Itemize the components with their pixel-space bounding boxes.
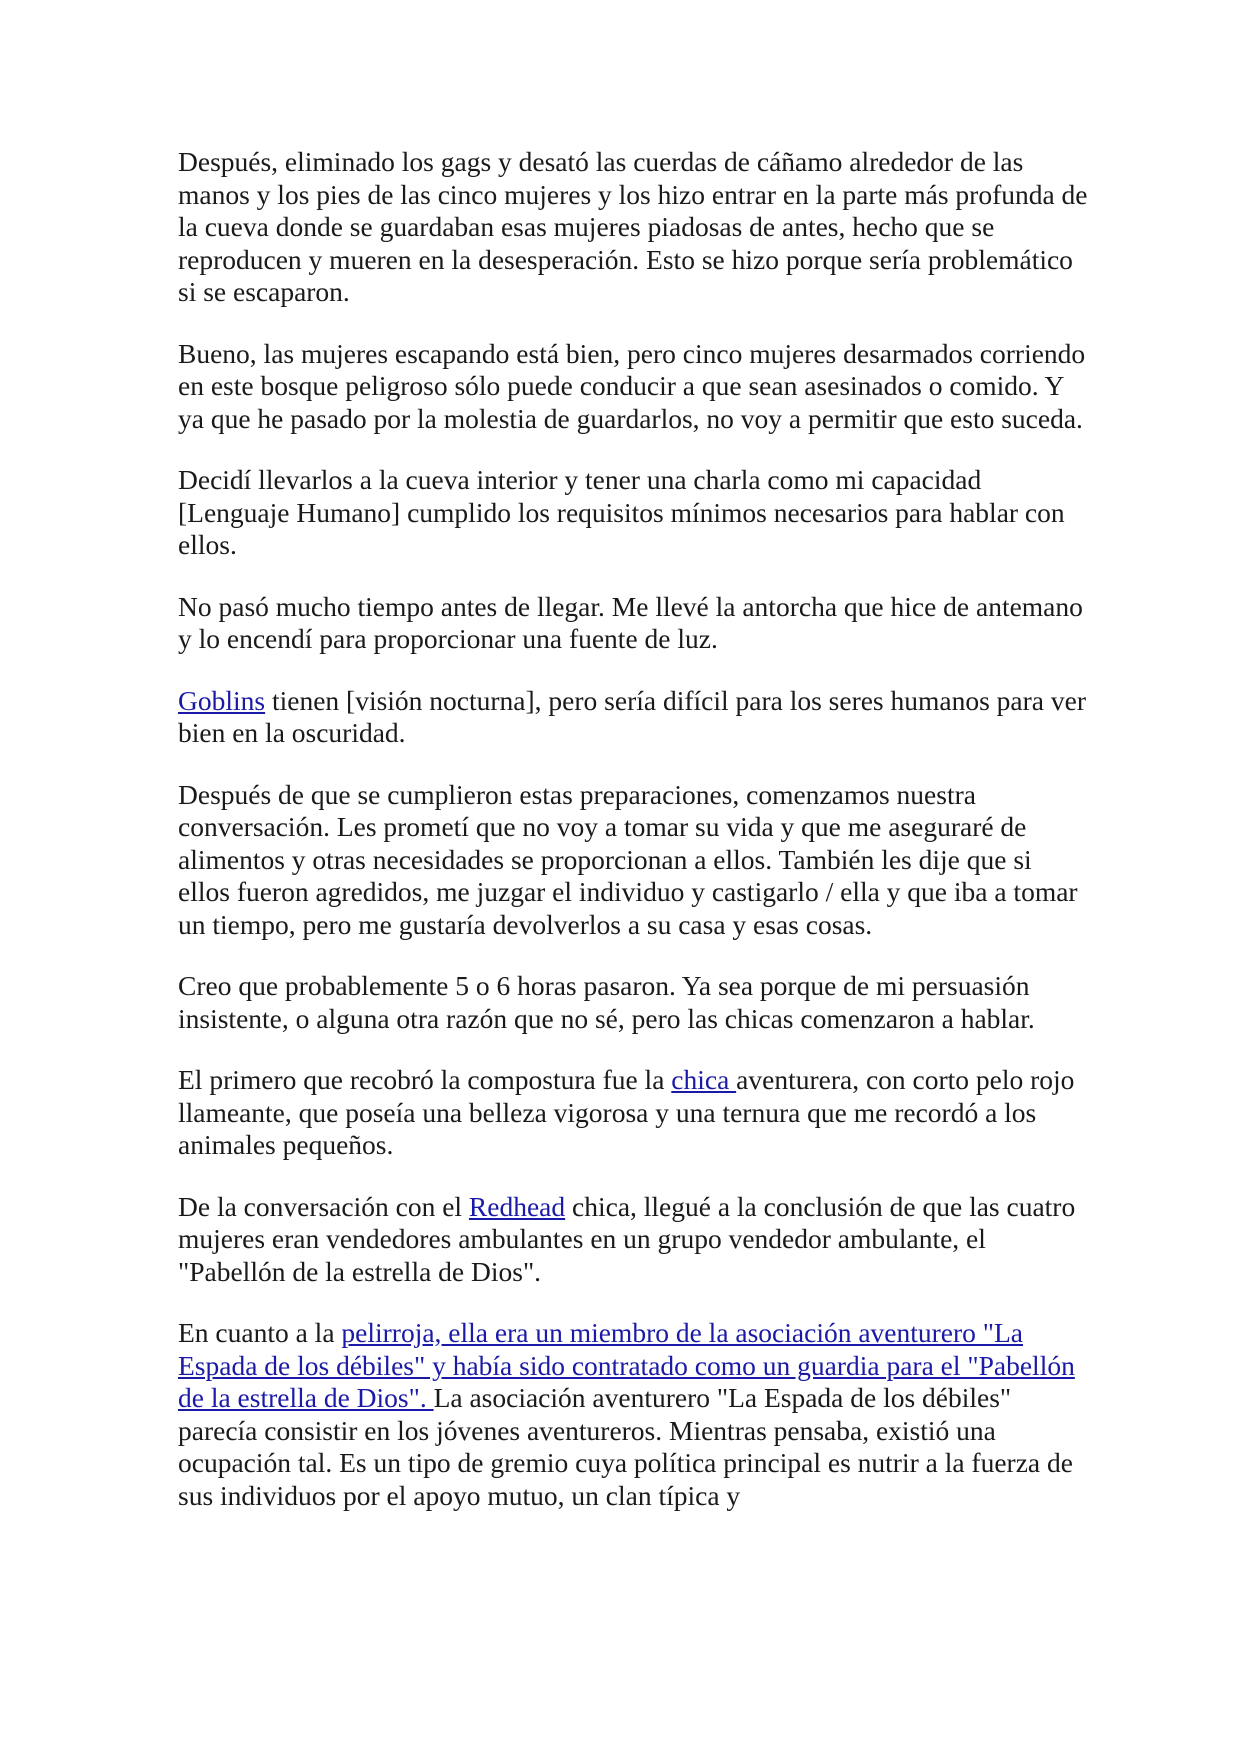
paragraph-4: No pasó mucho tiempo antes de llegar. Me llevé la antorcha que hice de antemano y lo encendí para proporcionar una fuente de luz.	[178, 590, 1083, 654]
paragraph-10-after: La asociación aventurero "La Espada de los débiles" parecía consistir en los jóvenes aventureros. Mientras pensaba, existió una ocupación tal. Es un tipo de gremio cuya política principal es nutrir a la fuerza de sus individuos por el apoyo mutuo, un clan típica y	[178, 1382, 1073, 1511]
paragraph-5-text: tienen [visión nocturna], pero sería difícil para los seres humanos para ver bien en la oscuridad.	[178, 684, 1086, 748]
goblins-link[interactable]: Goblins	[178, 684, 266, 716]
paragraph-8-before: El primero que recobró la compostura fue la	[178, 1064, 672, 1095]
paragraph-7: Creo que probablemente 5 o 6 horas pasaron. Ya sea porque de mi persuasión insistente, o alguna otra razón que no sé, pero las chicas comenzaron a hablar.	[178, 970, 1035, 1034]
pelirroja-link[interactable]: pelirroja, ella era un miembro de la asociación aventurero "La Espada de los débiles" y había sido contratado como un guardia para el "Pabellón de la estrella de Dios".	[178, 1317, 1075, 1413]
paragraph-10	[178, 1317, 1088, 1512]
redhead-link[interactable]: Redhead	[468, 1190, 566, 1222]
paragraph-2: Bueno, las mujeres escapando está bien, pero cinco mujeres desarmados corriendo en este bosque peligroso sólo puede conducir a que sean asesinados o comido. Y ya que he pasado por la molestia de guardarlos, no voy a permitir que esto suceda.	[178, 337, 1086, 434]
paragraph-6: Después de que se cumplieron estas preparaciones, comenzamos nuestra conversación. Les prometí que no voy a tomar su vida y que me aseguraré de alimentos y otras necesidades se proporcionan a ellos. También les dije que si ellos fueron agredidos, me juzgar el individuo y castigarlo / ella y que iba a tomar un tiempo, pero me gustaría devolverlos a su casa y esas cosas.	[178, 778, 1078, 940]
paragraph-5	[178, 685, 1088, 750]
document-page	[178, 146, 1088, 1541]
paragraph-9-after: chica, llegué a la conclusión de que las cuatro mujeres eran vendedores ambulantes en un grupo vendedor ambulante, el "Pabellón de la estrella de Dios".	[178, 1190, 1076, 1287]
paragraph-3: Decidí llevarlos a la cueva interior y tener una charla como mi capacidad [Lenguaje Humano] cumplido los requisitos mínimos necesarios para hablar con ellos.	[178, 464, 1065, 560]
paragraph-8	[178, 1064, 1088, 1162]
paragraph-10-before: En cuanto a la	[178, 1317, 342, 1348]
paragraph-9	[178, 1191, 1088, 1289]
chica-link[interactable]: chica	[671, 1064, 737, 1095]
paragraph-1: Después, eliminado los gags y desató las cuerdas de cáñamo alrededor de las manos y los pies de las cinco mujeres y los hizo entrar en la parte más profunda de la cueva donde se guardaban esas mujeres piadosas de antes, hecho que se reproducen y mueren en la desesperación. Esto se hizo porque sería problemático si se escaparon.	[178, 146, 1088, 307]
paragraph-9-before: De la conversación con el	[178, 1190, 469, 1222]
paragraph-8-after: aventurera, con corto pelo rojo llameante, que poseía una belleza vigorosa y una ternura que me recordó a los animales pequeños.	[178, 1064, 1075, 1160]
